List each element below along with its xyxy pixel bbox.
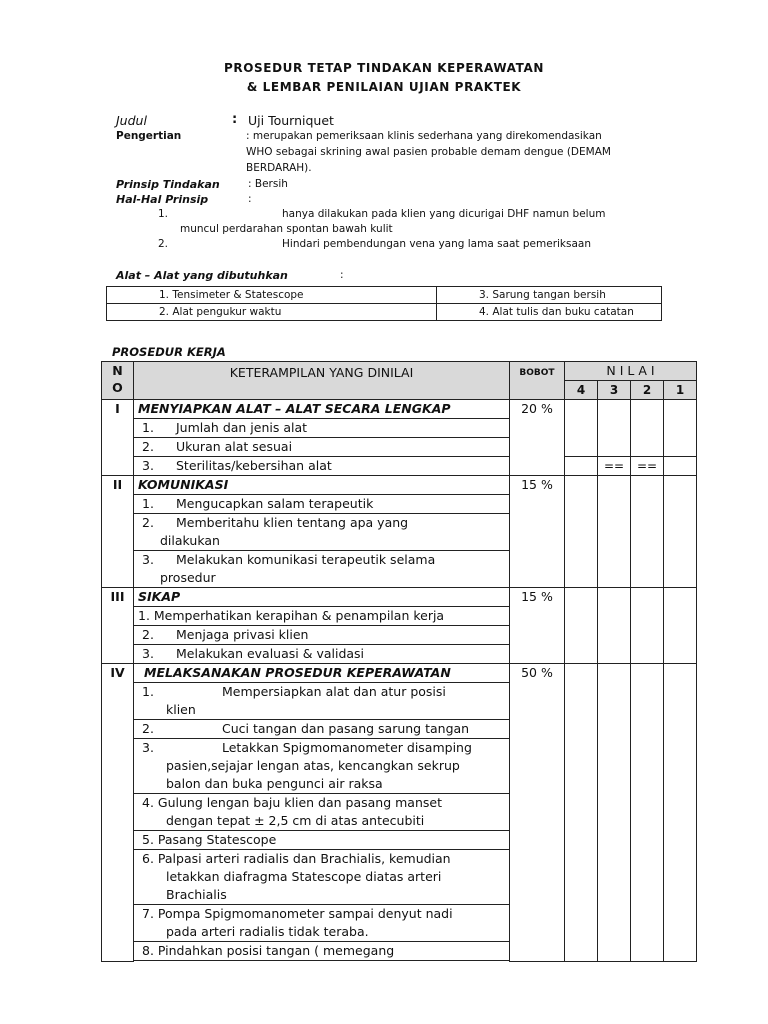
- section-bobot: 20 %: [510, 400, 565, 476]
- score-mark: ==: [631, 457, 664, 476]
- alat-item: 4. Alat tulis dan buku catatan: [437, 304, 662, 321]
- skill-item: 8. Pindahkan posisi tangan ( memegang: [134, 942, 510, 961]
- judul-value: Uji Tourniquet: [248, 113, 334, 128]
- col-no-line1: N: [112, 363, 123, 378]
- alat-row: [107, 304, 662, 321]
- prinsip-value: : Bersih: [248, 178, 288, 190]
- skill-item: 1. Mengucapkan salam terapeutik: [134, 495, 510, 514]
- judul-label: Judul: [116, 113, 147, 128]
- skill-item: 3. Melakukan komunikasi terapeutik selama prosedur: [134, 551, 510, 588]
- table-row: [102, 400, 697, 419]
- pengertian-line2: WHO sebagai skrining awal pasien probable demam dengue (DEMAM: [246, 146, 611, 158]
- section-number: II: [102, 476, 134, 588]
- section-title: MENYIAPKAN ALAT – ALAT SECARA LENGKAP: [134, 400, 510, 419]
- doc-title-line2: & LEMBAR PENILAIAN UJIAN PRAKTEK: [246, 80, 522, 94]
- judul-colon: :: [232, 112, 238, 127]
- skill-item: 3. Letakkan Spigmomanometer disamping pasien,sejajar lengan atas, kencangkan sekrup balon dan buka pengunci air raksa: [134, 739, 510, 794]
- alat-item: 2. Alat pengukur waktu: [107, 304, 437, 321]
- prinsip-label: Prinsip Tindakan: [116, 178, 220, 191]
- halhal-colon: :: [248, 193, 252, 205]
- pengertian-label: Pengertian: [116, 130, 182, 142]
- alat-item: 1. Tensimeter & Statescope: [107, 287, 437, 304]
- section-bobot: 50 %: [510, 664, 565, 962]
- prinsip-1-cont: muncul perdarahan spontan bawah kulit: [180, 223, 393, 235]
- skill-item: 1. Memperhatikan kerapihan & penampilan kerja: [134, 607, 510, 626]
- col-skill-header: KETERAMPILAN YANG DINILAI: [134, 362, 510, 400]
- halhal-label: Hal-Hal Prinsip: [116, 193, 209, 206]
- col-no-header: [102, 362, 134, 400]
- section-title: SIKAP: [134, 588, 510, 607]
- alat-item: 3. Sarung tangan bersih: [437, 287, 662, 304]
- prosedur-table: [101, 361, 697, 962]
- prinsip-1-text: hanya dilakukan pada klien yang dicurigai DHF namun belum: [282, 208, 606, 220]
- section-title: KOMUNIKASI: [134, 476, 510, 495]
- pengertian-line3: BERDARAH).: [246, 162, 312, 174]
- skill-item: 2. Ukuran alat sesuai: [134, 438, 510, 457]
- doc-title-line1: PROSEDUR TETAP TINDAKAN KEPERAWATAN: [224, 61, 544, 75]
- prosedur-label: PROSEDUR KERJA: [112, 345, 226, 359]
- alat-colon: :: [340, 269, 344, 281]
- prinsip-2-text: Hindari pembendungan vena yang lama saat pemeriksaan: [282, 238, 592, 250]
- score-mark: ==: [598, 457, 631, 476]
- skill-item: 5. Pasang Statescope: [134, 831, 510, 850]
- section-number: III: [102, 588, 134, 664]
- alat-label: Alat – Alat yang dibutuhkan: [116, 269, 288, 282]
- table-row: [102, 664, 697, 683]
- section-bobot: 15 %: [510, 588, 565, 664]
- skill-item: 2. Cuci tangan dan pasang sarung tangan: [134, 720, 510, 739]
- score-1-header: 1: [664, 381, 697, 400]
- skill-item: 2. Memberitahu klien tentang apa yang dilakukan: [134, 514, 510, 551]
- col-no-line2: O: [112, 380, 123, 395]
- alat-table: [106, 286, 662, 321]
- skill-item: 1. Jumlah dan jenis alat: [134, 419, 510, 438]
- score-2-header: 2: [631, 381, 664, 400]
- section-title: MELAKSANAKAN PROSEDUR KEPERAWATAN: [134, 664, 510, 683]
- table-row: [102, 457, 697, 476]
- score-4-header: 4: [565, 381, 598, 400]
- skill-item: 2. Menjaga privasi klien: [134, 626, 510, 645]
- skill-item: 3. Melakukan evaluasi & validasi: [134, 645, 510, 664]
- skill-item: 7. Pompa Spigmomanometer sampai denyut nadi pada arteri radialis tidak teraba.: [134, 905, 510, 942]
- table-row: [102, 476, 697, 495]
- col-nilai-header: N I L A I: [565, 362, 697, 381]
- section-number: I: [102, 400, 134, 476]
- score-3-header: 3: [598, 381, 631, 400]
- section-bobot: 15 %: [510, 476, 565, 588]
- pengertian-line1: : merupakan pemeriksaan klinis sederhana yang direkomendasikan: [246, 130, 602, 142]
- skill-item: 3. Sterilitas/kebersihan alat: [134, 457, 510, 476]
- skill-item: 1. Mempersiapkan alat dan atur posisi klien: [134, 683, 510, 720]
- alat-row: [107, 287, 662, 304]
- section-number: IV: [102, 664, 134, 962]
- table-row: [102, 588, 697, 607]
- prinsip-2-num: 2.: [158, 238, 169, 250]
- skill-item: 6. Palpasi arteri radialis dan Brachialis, kemudian letakkan diafragma Statescope diatas arteri Brachialis: [134, 850, 510, 905]
- col-bobot-header: BOBOT: [510, 362, 565, 400]
- skill-item: 4. Gulung lengan baju klien dan pasang manset dengan tepat ± 2,5 cm di atas antecubiti: [134, 794, 510, 831]
- prinsip-1-num: 1.: [158, 208, 169, 220]
